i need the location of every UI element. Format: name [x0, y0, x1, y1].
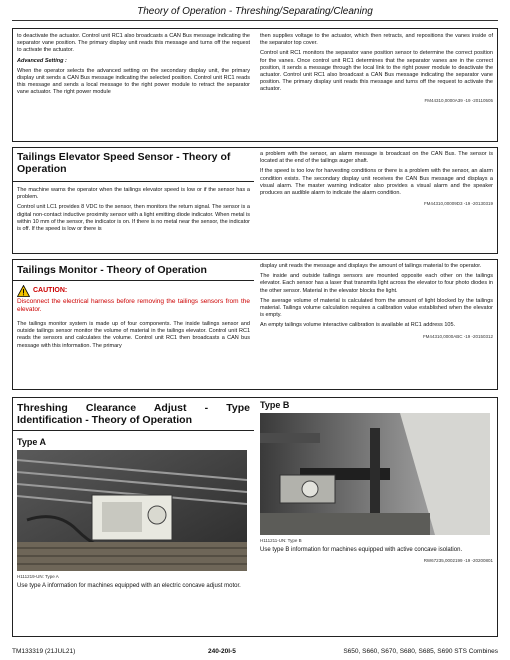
- reference-code: FM44310,00009D3 -19 -20130319: [423, 201, 493, 207]
- figure-caption: H111211-UN: Type B: [260, 538, 302, 544]
- paragraph: Control unit LC1 provides 8 VDC to the sensor, then monitors the return signal. The sensor is a digital non-contact inductive proximity sensor with a light emitting diode indicator. When metal is within 10 mm of the sensor, the indicator is on. If there is no metal near the sensor, the indicator is off. If the speed is low or there is: [17, 204, 250, 233]
- paragraph: When the operator selects the advanced setting on the secondary display unit, the primary display unit sends a CAN Bus message indicating the selected position. Control unit RC1 reads this message and sends a local message to the right power module to retract the separator vane actuator. The right power module: [17, 67, 250, 96]
- reference-code: RW67235,0002199 -19 -20200801: [423, 558, 493, 564]
- type-b-photo: [260, 413, 490, 535]
- page-header: Theory of Operation - Threshing/Separating/Cleaning: [12, 4, 498, 21]
- subheading-advanced-setting: Advanced Setting :: [17, 57, 67, 64]
- paragraph: Use type A information for machines equipped with an electric concave adjust motor.: [17, 583, 241, 590]
- active-concave-isolation-image: [260, 413, 490, 535]
- section-title: Tailings Monitor - Theory of Operation: [17, 264, 207, 276]
- section-title: Threshing Clearance Adjust - Type Identification - Theory of Operation: [17, 402, 250, 426]
- paragraph: The machine warns the operator when the tailings elevator speed is low or if the sensor has a problem.: [17, 187, 250, 201]
- caution-text: Disconnect the electrical harness before removing the tailings sensors from the elevator.: [17, 298, 250, 313]
- paragraph: a problem with the sensor, an alarm message is broadcast on the CAN Bus. The sensor is located at the end of the tailings auger shaft.: [260, 151, 493, 165]
- section-threshing-clearance-type-id: [12, 397, 498, 637]
- paragraph: Control unit RC1 monitors the separator vane position sensor to determine the correct position for the vanes. Once control unit RC1 determines that the separator vanes are in the correct position, it sends a message through the local link to the right power module to deactivate the actuator. Control unit RC1 also broadcast a CAN Bus message indicating the separator vane position. The primary display unit reads this message and turns off the request to activate the actuator.: [260, 50, 493, 93]
- type-b-heading: Type B: [260, 400, 290, 410]
- warning-triangle-icon: [17, 285, 30, 297]
- concave-adjust-motor-image: [17, 450, 247, 571]
- reference-code: FM44310,0000ABC -19 -20150312: [422, 333, 493, 339]
- figure-caption: H111219-UN: Type A: [17, 574, 59, 580]
- paragraph: An empty tailings volume interactive calibration is available at RC1 address 105.: [260, 322, 456, 329]
- right-column: [260, 398, 493, 565]
- paragraph: The average volume of material is calculated from the amount of light blocked by the tailings material. Tailings volume calculation requires a calibration value established when the elevator is empty.: [260, 297, 493, 319]
- left-column: [17, 398, 250, 593]
- paragraph: to deactivate the actuator. Control unit RC1 also broadcasts a CAN Bus message indicating the separator vane position. The primary display unit reads this message and turns off the request to activate the actuator.: [17, 33, 250, 54]
- left-column: [17, 148, 250, 236]
- left-column: [17, 260, 250, 353]
- paragraph: display unit reads the message and displays the amount of tailings material to the operator.: [260, 263, 482, 269]
- caution-banner: [17, 285, 250, 297]
- section-tailings-monitor: [12, 259, 498, 390]
- paragraph: The inside and outside tailings sensors are mounted opposite each other on the tailings elevator. Each sensor has a laser that transmits light across the elevator to four photo diodes in the other sensor. Material in the elevator blocks the light.: [260, 273, 493, 294]
- caution-label: CAUTION:: [33, 287, 68, 295]
- section-title: Tailings Elevator Speed Sensor - Theory of Operation: [17, 151, 231, 175]
- paragraph: If the speed is too low for harvesting conditions or there is a problem with the sensor, an alarm condition exists. The secondary display unit receives the CAN Bus message and displays a visual alarm. The master warning indicator also provides a visual alarm and the speaker produces an audible alarm to indicate the alarm condition.: [260, 168, 493, 197]
- right-column: [260, 151, 493, 207]
- reference-code: FM44310,0000A39 -19 -20110505: [424, 97, 493, 103]
- section-separator-vane-continued: [12, 28, 498, 142]
- right-column: [260, 33, 493, 104]
- paragraph: The tailings monitor system is made up of four components. The inside tailings sensor and outside tailings sensor monitor the volume of material in the tailings elevator. Control unit RC1 reads the sensors and calculates the volume. Control unit RC1 then broadcasts a CAN bus message with this information. The primary: [17, 321, 250, 349]
- right-column: [260, 263, 493, 340]
- footer-page-number: 240-20I-5: [208, 648, 236, 655]
- footer-models: S650, S660, S670, S680, S685, S690 STS Combines: [343, 648, 498, 655]
- footer-manual-id: TM133319 (21JUL21): [12, 648, 76, 655]
- paragraph: then supplies voltage to the actuator, which then retracts, and repositions the vanes inside of the separator top cover.: [260, 33, 493, 47]
- type-a-photo: [17, 450, 247, 571]
- type-a-heading: Type A: [17, 437, 47, 447]
- left-column: [17, 33, 250, 100]
- section-tailings-elevator-speed-sensor: [12, 147, 498, 254]
- paragraph: Use type B information for machines equipped with active concave isolation.: [260, 547, 463, 554]
